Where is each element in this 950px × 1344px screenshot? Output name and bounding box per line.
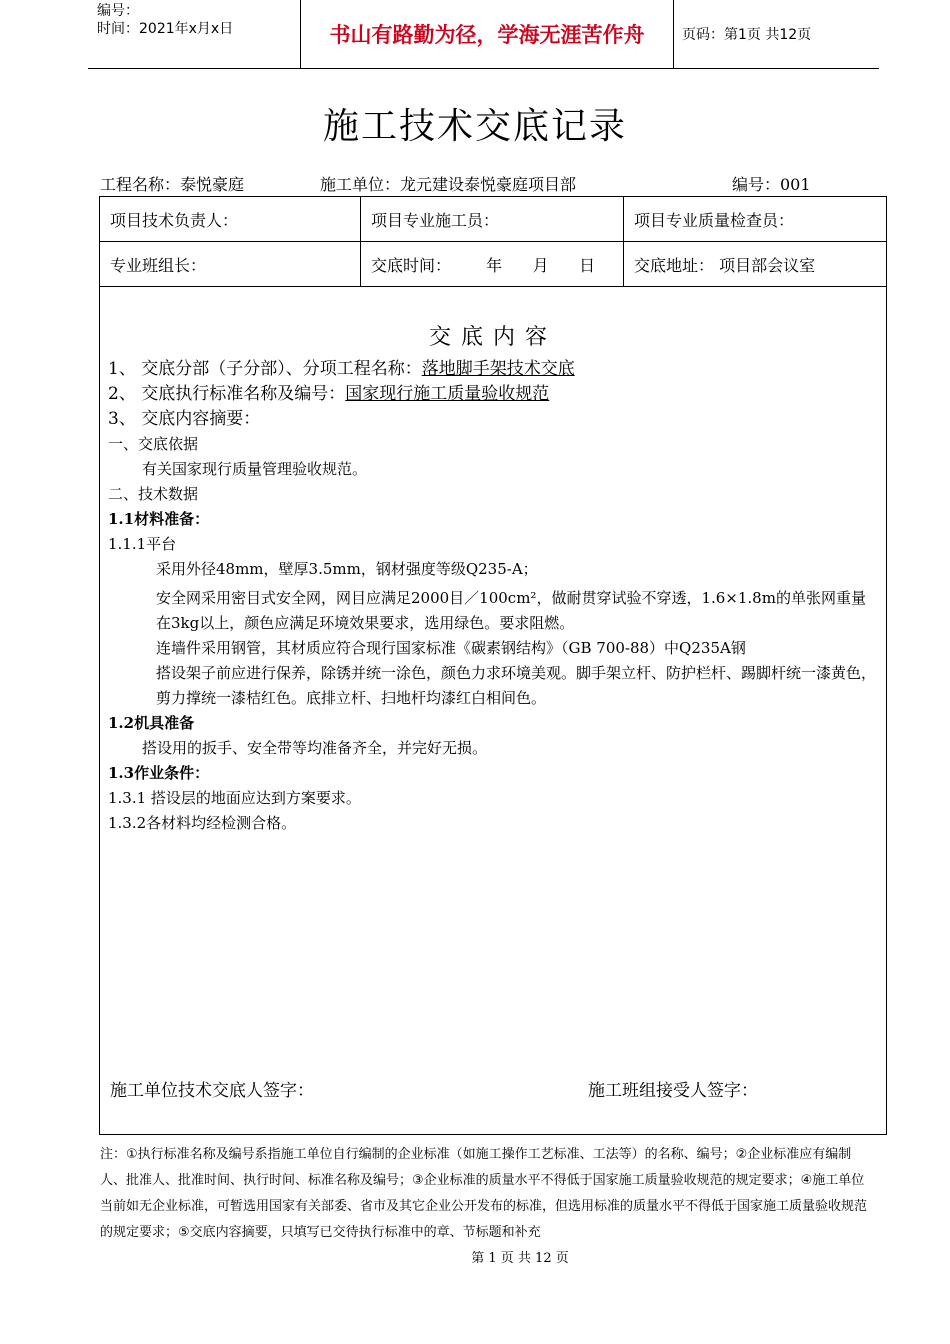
info-table	[99, 196, 887, 287]
footnote: 注：①执行标准名称及编号系指施工单位自行编制的企业标准（如施工操作工艺标准、工法等）的名称、编号；②企业标准应有编制人、批准人、批准时间、执行时间、标准名称及编号；③企业标准的质量水平不得低于国家施工质量验收规范的规定要求；④施工单位当前如无企业标准，可暂选用国家有关部委、省市及其它企业公开发布的标准，但选用标准的质量水平不得低于国家施工质量验收规范的规定要求；⑤交底内容摘要，只填写已交待执行标准中的章、节标题和补充	[100, 1147, 868, 1240]
item-1	[108, 357, 878, 382]
item-3: 3、 交底内容摘要：	[108, 409, 261, 429]
heading-1-1: 1.1材料准备：	[108, 510, 210, 528]
handover-time-date: 年 月 日	[486, 255, 596, 275]
quality-inspector-cell: 项目专业质量检查员：	[624, 197, 887, 242]
item-2	[108, 382, 878, 407]
section-1: 一、交底依据	[108, 435, 199, 453]
item-2-value: 国家现行施工质量验收规范	[345, 384, 550, 404]
item-1-value: 落地脚手架技术交底	[421, 359, 575, 379]
header-page: 页码：第1页 共12页	[682, 27, 812, 43]
page-footer: 第 1 页 共 12 页	[471, 1251, 569, 1266]
content-body	[108, 320, 878, 836]
heading-1-2: 1.2机具准备	[108, 714, 195, 732]
heading-1-1-1: 1.1.1平台	[108, 535, 177, 553]
item-1-label: 1、 交底分部（子分部）、分项工程名称：	[108, 359, 422, 379]
header-motto: 书山有路勤为径，学海无涯苦作舟	[301, 0, 674, 68]
para-7: 1.3.2各材料均经检测合格。	[108, 814, 297, 832]
content-box	[99, 286, 887, 1135]
team-leader-cell: 专业班组长：	[100, 242, 361, 287]
signature-right: 施工班组接受人签字：	[588, 1081, 758, 1101]
para-3: 连墙件采用钢管，其材质应符合现行国家标准《碳素钢结构》（GB 700-88）中Q235A钢	[156, 639, 746, 657]
header-left	[88, 0, 301, 68]
signature-left: 施工单位技术交底人签字：	[110, 1081, 314, 1101]
handover-location-cell: 交底地址： 项目部会议室	[624, 242, 887, 287]
section-2: 二、技术数据	[108, 485, 199, 503]
header-number-label: 编号：	[97, 3, 139, 19]
header-time: 时间：2021年x月x日	[97, 21, 234, 37]
construction-worker-cell: 项目专业施工员：	[361, 197, 624, 242]
item-2-label: 2、 交底执行标准名称及编号：	[108, 384, 346, 404]
document-code: 编号：001	[732, 175, 811, 194]
project-name: 工程名称：泰悦豪庭	[100, 175, 245, 194]
para-1: 采用外径48mm，壁厚3.5mm，钢材强度等级Q235-A；	[156, 560, 538, 578]
content-heading: 交底内容	[428, 325, 557, 350]
para-2: 安全网采用密目式安全网，网目应满足2000目／100cm²，做耐贯穿试验不穿透，1.6×1.8m的单张网重量在3kg以上，颜色应满足环境效果要求，选用绿色。要求阻燃。	[156, 589, 866, 632]
para-5: 搭设用的扳手、安全带等均准备齐全，并完好无损。	[142, 739, 488, 757]
document-title: 施工技术交底记录	[322, 106, 627, 147]
para-6: 1.3.1 搭设层的地面应达到方案要求。	[108, 789, 361, 807]
handover-time-label: 交底时间：	[371, 255, 452, 275]
heading-1-3: 1.3作业条件：	[108, 764, 210, 782]
tech-lead-cell: 项目技术负责人：	[100, 197, 361, 242]
para-4: 搭设架子前应进行保养，除锈并统一涂色，颜色力求环境美观。脚手架立杆、防护栏杆、踢脚杆统一漆黄色，剪力撑统一漆桔红色。底排立杆、扫地杆均漆红白相间色。	[156, 664, 877, 707]
section-1-text: 有关国家现行质量管理验收规范。	[142, 460, 368, 478]
page-header	[88, 0, 879, 69]
handover-time-cell	[361, 242, 624, 287]
construction-unit: 施工单位：龙元建设泰悦豪庭项目部	[320, 175, 577, 194]
meta-row	[100, 172, 890, 196]
